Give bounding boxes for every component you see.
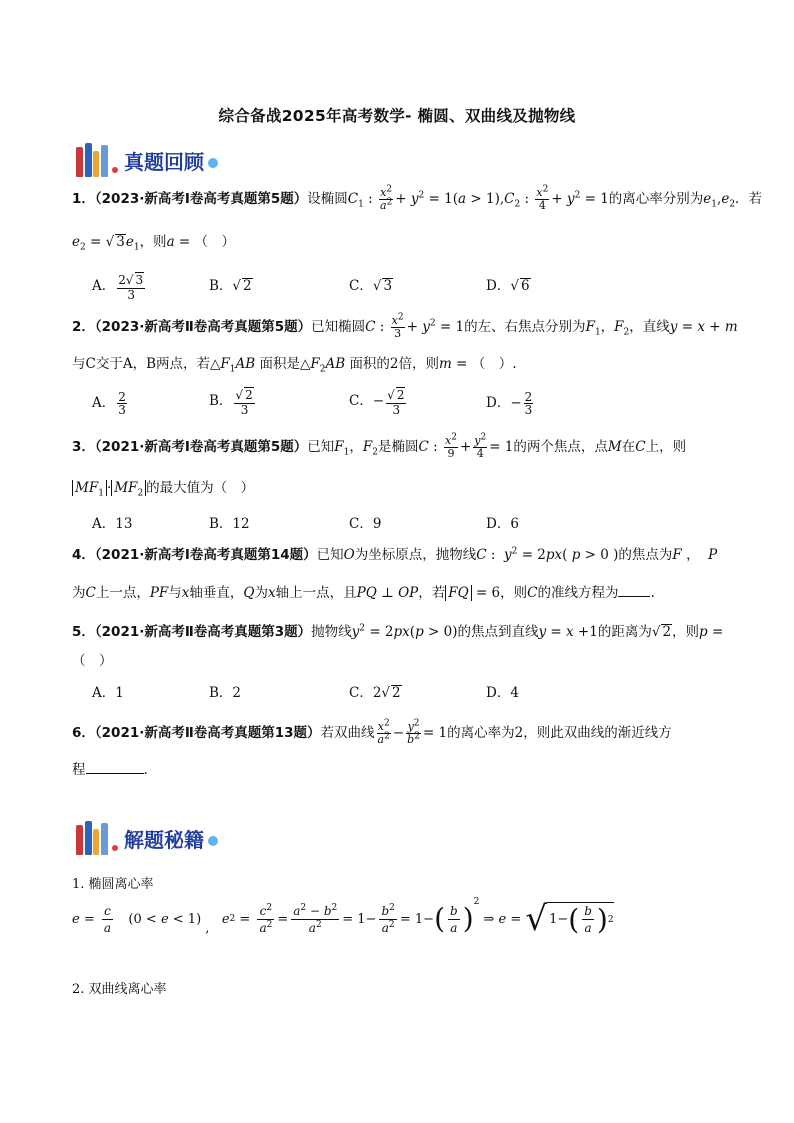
section-header-tips xyxy=(76,818,218,858)
q2-option-c: C．− $\frac{√ 2}{3}$ xyxy=(349,388,405,417)
question-3-line-1: 3．（2021·新高考Ⅰ卷高考真题第5题）已知$F_1$，$F_2$是椭圆C : $\frac{x^2}{9}$ + $\frac{y^2}{4}$ = 1的两个焦点，点M在C上，则 xyxy=(72,432,687,460)
question-2-line-2: 与C交于A，B两点，若$\triangle F_1AB$ 面积是$\triangle F_2AB$ 面积的2倍，则m = （ ）. xyxy=(72,356,517,375)
red-dot-icon xyxy=(112,845,118,851)
q5-option-b: B．2 xyxy=(209,685,242,701)
q3-option-a: A．13 xyxy=(92,516,133,532)
question-1-line-2: $e_2$ = √ $3e_1$，则a = （ ） xyxy=(72,234,236,253)
q2-option-a: A． $\frac{2}{3}$ xyxy=(92,390,126,417)
q1-option-b: B．√ 2 xyxy=(209,278,252,294)
question-5-line-2: （ ） xyxy=(72,653,113,669)
q1-option-a: A． $\frac{2√ 3}{3}$ xyxy=(92,273,144,302)
q2-option-b: B． $\frac{√ 2}{3}$ xyxy=(209,388,253,417)
q1-option-c: C．√ 3 xyxy=(349,278,393,294)
q3-option-d: D．6 xyxy=(486,516,519,532)
question-4-line-1: 4．（2021·新高考Ⅰ卷高考真题第14题）已知O为坐标原点，抛物线C : $y^2 = 2px$( p > 0 )的焦点为F ， P xyxy=(72,546,718,563)
section-title: 真题回顾 xyxy=(124,149,204,174)
section-title: 解题秘籍 xyxy=(124,827,204,852)
q1-option-d: D．√ 6 xyxy=(486,278,530,294)
question-3-line-2: $MF_1 \cdot MF_2$ 的最大值为（ ） xyxy=(72,478,254,498)
ellipse-eccentricity-formula: e = c a (0 < e < 1) , e 2 = $c^2$ $a^2$ = $a^2 - b^2$ $a^2$ = 1− $b^2$ $a^2$ = 1− ( b a ) 2 ⇒ e = √ 1− ( b a ) 2 xyxy=(72,897,614,939)
q5-option-d: D．4 xyxy=(486,685,519,701)
blue-dot-icon xyxy=(208,836,218,846)
q5-option-c: C．2√ 2 xyxy=(349,685,401,701)
question-2-line-1: 2．（2023·新高考Ⅱ卷高考真题第5题）已知椭圆C : $\frac{x^2}{3}$ + $y^2 = 1$的左、右焦点分别为$F_1$，$F_2$，直线y = x + m xyxy=(72,312,738,340)
books-icon xyxy=(76,143,109,177)
question-4-line-2: 为C上一点，PF与x轴垂直，Q为x轴上一点，且PQ ⊥ OP，若 FQ = 6，则C的准线方程为 . xyxy=(72,582,655,603)
books-icon xyxy=(76,821,109,855)
question-6-line-2: 程 . xyxy=(72,759,148,780)
blue-dot-icon xyxy=(208,158,218,168)
tip-1-heading: 1. 椭圆离心率 xyxy=(72,877,154,892)
tip-2-heading: 2. 双曲线离心率 xyxy=(72,982,167,997)
question-5-line-1: 5．（2021·新高考Ⅱ卷高考真题第3题）抛物线$y^2 = 2px(p > 0)$的焦点到直线y = x +1的距离为√ 2，则p = xyxy=(72,623,724,640)
question-6-line-1: 6．（2021·新高考Ⅱ卷高考真题第13题）若双曲线 $\frac{x^2}{a^2}$ − $\frac{y^2}{b^2}$ = 1的离心率为2，则此双曲线的渐近线方 xyxy=(72,718,672,746)
red-dot-icon xyxy=(112,167,118,173)
q3-option-c: C．9 xyxy=(349,516,382,532)
q5-option-a: A．1 xyxy=(92,685,124,701)
question-1-line-1: 1．（2023·新高考Ⅰ卷高考真题第5题）设椭圆$C_1$ : $\frac{x^2}{a^2}$ + $y^2 = 1(a > 1),C_2$ : $\frac{x^2}{4}$ + $y^2 = 1$的离心率分别为$e_1,e_2$．若 xyxy=(72,184,763,212)
q3-option-b: B．12 xyxy=(209,516,250,532)
page-title: 综合备战2025年高考数学- 椭圆、双曲线及抛物线 xyxy=(218,107,576,125)
q2-option-d: D．− $\frac{2}{3}$ xyxy=(486,390,533,417)
section-header-review xyxy=(76,140,218,180)
